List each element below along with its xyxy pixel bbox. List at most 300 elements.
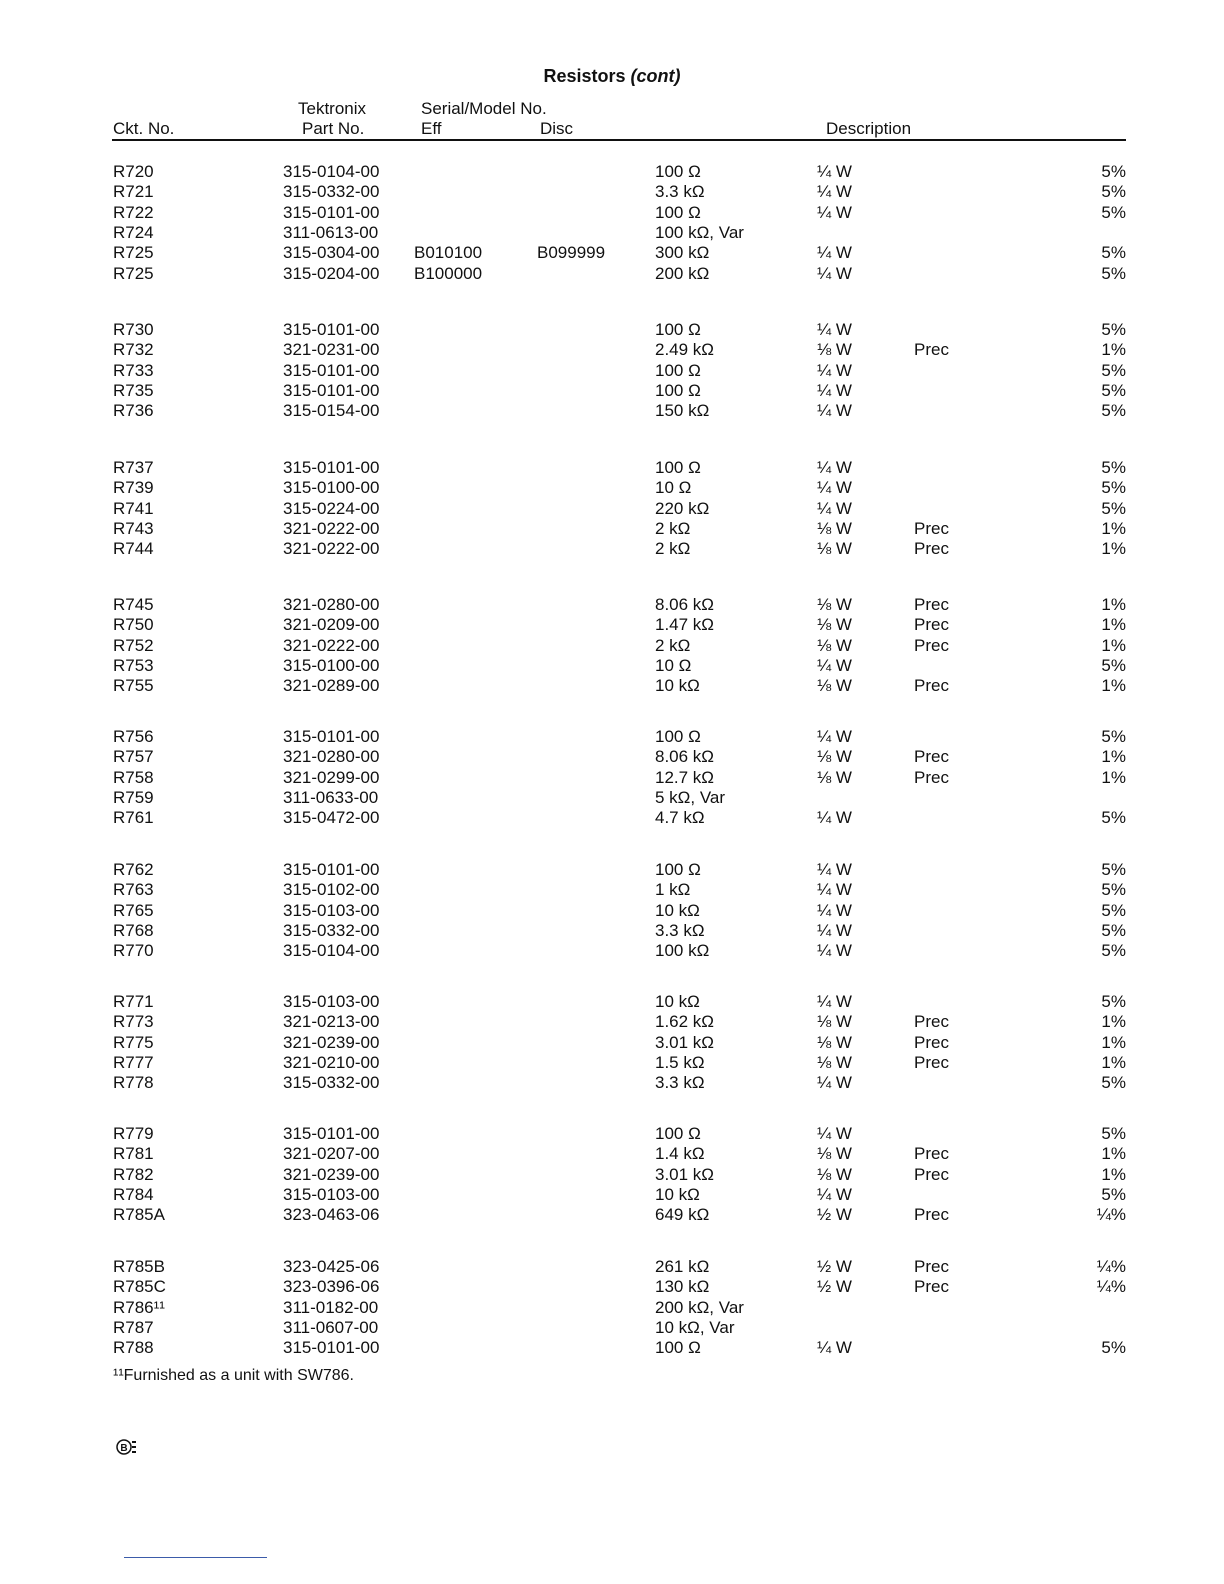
part-no: 315-0104-00	[283, 941, 380, 961]
part-no: 315-0101-00	[283, 380, 380, 400]
table-row	[0, 992, 1224, 1012]
resistance-value: 3.01 kΩ	[655, 1032, 715, 1052]
tolerance: 5%	[1101, 478, 1126, 498]
resistance-value: 100 kΩ	[655, 941, 710, 961]
ckt-no: R750	[113, 615, 154, 635]
part-no: 323-0425-06	[283, 1257, 380, 1276]
resistance-value: 4.7 kΩ	[655, 808, 705, 828]
ckt-no: R759	[113, 787, 154, 807]
table-row	[0, 243, 1224, 263]
tolerance: ¼%	[1096, 1257, 1126, 1276]
part-no: 321-0239-00	[283, 1032, 380, 1052]
precision: Prec	[914, 1032, 949, 1052]
precision: Prec	[914, 767, 949, 787]
table-row	[0, 747, 1224, 767]
part-no: 315-0101-00	[283, 727, 380, 746]
ckt-no: R725	[113, 263, 154, 283]
tolerance: 1%	[1101, 518, 1126, 538]
tolerance: 5%	[1101, 202, 1126, 222]
table-row	[0, 1165, 1224, 1185]
table-row	[0, 519, 1224, 539]
part-no: 321-0207-00	[283, 1144, 380, 1164]
part-no: 315-0103-00	[283, 900, 380, 920]
table-row	[0, 1185, 1224, 1205]
wattage: ¼ W	[817, 920, 852, 940]
table-row	[0, 1257, 1224, 1277]
part-no: 321-0213-00	[283, 1012, 380, 1032]
part-no: 315-0101-00	[283, 458, 380, 477]
table-row	[0, 340, 1224, 360]
tolerance: 5%	[1101, 655, 1126, 675]
part-no: 321-0209-00	[283, 615, 380, 635]
part-no: 315-0101-00	[283, 360, 380, 380]
wattage: ⅛ W	[817, 767, 852, 787]
ckt-no: R735	[113, 380, 154, 400]
tolerance: 5%	[1101, 727, 1126, 746]
ckt-no: R762	[113, 860, 154, 879]
table-row	[0, 1205, 1224, 1225]
wattage: ½ W	[817, 1277, 852, 1297]
tolerance: 5%	[1101, 880, 1126, 900]
tolerance: ¼%	[1096, 1205, 1126, 1225]
resistance-value: 3.3 kΩ	[655, 920, 705, 940]
tolerance: 5%	[1101, 380, 1126, 400]
part-no: 315-0304-00	[283, 243, 380, 263]
resistance-value: 12.7 kΩ	[655, 767, 715, 787]
part-no: 315-0101-00	[283, 1124, 380, 1143]
table-row	[0, 860, 1224, 880]
tolerance: 5%	[1101, 992, 1126, 1011]
part-no: 315-0104-00	[283, 162, 380, 181]
wattage: ⅛ W	[817, 1032, 852, 1052]
tolerance: ¼%	[1096, 1277, 1126, 1297]
ckt-no: R730	[113, 320, 154, 339]
resistance-value: 8.06 kΩ	[655, 747, 715, 767]
part-no: 315-0154-00	[283, 401, 380, 421]
part-no: 311-0607-00	[283, 1317, 379, 1337]
tolerance: 1%	[1101, 595, 1126, 614]
resistance-value: 100 Ω	[655, 727, 701, 746]
tolerance: 5%	[1101, 860, 1126, 879]
resistance-value: 100 Ω	[655, 1124, 701, 1143]
svg-text:B: B	[120, 1443, 128, 1454]
resistance-value: 130 kΩ	[655, 1277, 710, 1297]
title-main: Resistors	[543, 66, 626, 86]
ckt-no: R777	[113, 1052, 154, 1072]
table-row	[0, 1033, 1224, 1053]
tolerance: 1%	[1101, 615, 1126, 635]
tolerance: 1%	[1101, 1144, 1126, 1164]
part-no: 315-0101-00	[283, 202, 380, 222]
wattage: ¼ W	[817, 243, 852, 263]
bottom-divider	[124, 1557, 267, 1558]
ckt-no: R739	[113, 478, 154, 498]
part-no: 321-0222-00	[283, 518, 380, 538]
part-no: 311-0182-00	[283, 1297, 379, 1317]
table-row	[0, 1073, 1224, 1093]
table-row	[0, 478, 1224, 498]
ckt-no: R788	[113, 1338, 154, 1358]
wattage: ¼ W	[817, 182, 852, 202]
precision: Prec	[914, 747, 949, 767]
wattage: ¼ W	[817, 380, 852, 400]
part-no: 315-0472-00	[283, 808, 380, 828]
resistance-value: 200 kΩ	[655, 263, 710, 283]
wattage: ¼ W	[817, 1338, 852, 1358]
wattage: ⅛ W	[817, 595, 852, 614]
part-no: 321-0289-00	[283, 676, 380, 696]
ckt-no: R737	[113, 458, 154, 477]
tolerance: 5%	[1101, 808, 1126, 828]
wattage: ¼ W	[817, 941, 852, 961]
tolerance: 5%	[1101, 243, 1126, 263]
wattage: ¼ W	[817, 1124, 852, 1143]
page-title	[0, 66, 1224, 87]
part-no: 315-0101-00	[283, 860, 380, 879]
header-ckt-no: Ckt. No.	[113, 119, 175, 138]
wattage: ¼ W	[817, 360, 852, 380]
tolerance: 5%	[1101, 900, 1126, 920]
part-no: 321-0231-00	[283, 340, 380, 360]
resistance-value: 3.01 kΩ	[655, 1164, 715, 1184]
ckt-no: R725	[113, 243, 154, 263]
wattage: ⅛ W	[817, 747, 852, 767]
resistance-value: 100 Ω	[655, 202, 701, 222]
resistance-value: 300 kΩ	[655, 243, 710, 263]
ckt-no: R743	[113, 518, 154, 538]
resistance-value: 100 Ω	[655, 1338, 701, 1358]
header-tektronix: Tektronix	[298, 99, 367, 118]
table-row	[0, 203, 1224, 223]
tolerance: 5%	[1101, 401, 1126, 421]
tolerance: 1%	[1101, 1032, 1126, 1052]
table-row	[0, 1318, 1224, 1338]
wattage: ⅛ W	[817, 1052, 852, 1072]
ckt-no: R736	[113, 401, 154, 421]
table-row	[0, 1298, 1224, 1318]
tolerance: 5%	[1101, 1338, 1126, 1358]
resistance-value: 2 kΩ	[655, 539, 691, 559]
ckt-no: R741	[113, 498, 154, 518]
table-row	[0, 320, 1224, 340]
ckt-no: R744	[113, 539, 154, 559]
wattage: ¼ W	[817, 478, 852, 498]
table-row	[0, 676, 1224, 696]
resistance-value: 2 kΩ	[655, 635, 691, 655]
table-row	[0, 361, 1224, 381]
table-row	[0, 921, 1224, 941]
resistance-value: 100 Ω	[655, 162, 701, 181]
resistance-value: 2.49 kΩ	[655, 340, 715, 360]
resistance-value: 3.3 kΩ	[655, 1073, 705, 1093]
tolerance: 5%	[1101, 263, 1126, 283]
part-no: 321-0299-00	[283, 767, 380, 787]
wattage: ⅛ W	[817, 1164, 852, 1184]
ckt-no: R763	[113, 880, 154, 900]
ckt-no: R758	[113, 767, 154, 787]
table-row	[0, 1144, 1224, 1164]
resistance-value: 100 Ω	[655, 360, 701, 380]
ckt-no: R755	[113, 676, 154, 696]
part-no: 315-0100-00	[283, 478, 380, 498]
resistance-value: 2 kΩ	[655, 518, 691, 538]
table-row	[0, 1053, 1224, 1073]
tolerance: 5%	[1101, 320, 1126, 339]
table-row	[0, 636, 1224, 656]
part-no: 321-0222-00	[283, 635, 380, 655]
wattage: ⅛ W	[817, 676, 852, 696]
precision: Prec	[914, 518, 949, 538]
resistance-value: 200 kΩ, Var	[655, 1297, 744, 1317]
wattage: ¼ W	[817, 880, 852, 900]
wattage: ⅛ W	[817, 615, 852, 635]
resistance-value: 10 kΩ	[655, 676, 700, 696]
resistance-value: 261 kΩ	[655, 1257, 710, 1276]
part-no: 315-0103-00	[283, 1184, 380, 1204]
header-rule	[112, 139, 1126, 141]
serial-disc: B099999	[537, 243, 606, 263]
wattage: ¼ W	[817, 808, 852, 828]
resistance-value: 10 kΩ	[655, 1184, 700, 1204]
tolerance: 5%	[1101, 1073, 1126, 1093]
ckt-no: R773	[113, 1012, 154, 1032]
ckt-no: R779	[113, 1124, 154, 1143]
ckt-no: R757	[113, 747, 154, 767]
wattage: ½ W	[817, 1257, 852, 1276]
table-row	[0, 768, 1224, 788]
tolerance: 5%	[1101, 1124, 1126, 1143]
wattage: ⅛ W	[817, 340, 852, 360]
tolerance: 1%	[1101, 767, 1126, 787]
resistance-value: 100 Ω	[655, 458, 701, 477]
resistance-value: 1.4 kΩ	[655, 1144, 705, 1164]
wattage: ¼ W	[817, 860, 852, 879]
table-row	[0, 499, 1224, 519]
ckt-no: R786¹¹	[113, 1297, 165, 1317]
table-row	[0, 880, 1224, 900]
resistance-value: 150 kΩ	[655, 401, 710, 421]
part-no: 315-0224-00	[283, 498, 380, 518]
tolerance: 1%	[1101, 635, 1126, 655]
ckt-no: R732	[113, 340, 154, 360]
table-row	[0, 264, 1224, 284]
tolerance: 1%	[1101, 1052, 1126, 1072]
table-row	[0, 1012, 1224, 1032]
tolerance: 1%	[1101, 340, 1126, 360]
table-row	[0, 162, 1224, 182]
resistance-value: 5 kΩ, Var	[655, 787, 726, 807]
table-row	[0, 595, 1224, 615]
part-no: 315-0103-00	[283, 992, 380, 1011]
part-no: 315-0332-00	[283, 920, 380, 940]
ckt-no: R787	[113, 1317, 154, 1337]
precision: Prec	[914, 539, 949, 559]
header-eff: Eff	[421, 119, 442, 138]
ckt-no: R745	[113, 595, 154, 614]
ckt-no: R721	[113, 182, 154, 202]
resistance-value: 1.47 kΩ	[655, 615, 715, 635]
precision: Prec	[914, 1144, 949, 1164]
tolerance: 1%	[1101, 1012, 1126, 1032]
precision: Prec	[914, 1205, 949, 1225]
ckt-no: R782	[113, 1164, 154, 1184]
part-no: 323-0463-06	[283, 1205, 380, 1225]
tolerance: 5%	[1101, 458, 1126, 477]
part-no: 311-0613-00	[283, 222, 379, 242]
ckt-no: R733	[113, 360, 154, 380]
wattage: ⅛ W	[817, 1144, 852, 1164]
ckt-no: R756	[113, 727, 154, 746]
table-row	[0, 941, 1224, 961]
part-no: 321-0222-00	[283, 539, 380, 559]
ckt-no: R775	[113, 1032, 154, 1052]
table-row	[0, 656, 1224, 676]
resistance-value: 100 Ω	[655, 380, 701, 400]
table-row	[0, 727, 1224, 747]
ckt-no: R752	[113, 635, 154, 655]
ckt-no: R753	[113, 655, 154, 675]
ckt-no: R768	[113, 920, 154, 940]
table-row	[0, 1124, 1224, 1144]
tolerance: 5%	[1101, 182, 1126, 202]
precision: Prec	[914, 1012, 949, 1032]
resistance-value: 3.3 kΩ	[655, 182, 705, 202]
tolerance: 5%	[1101, 1184, 1126, 1204]
serial-eff: B100000	[414, 263, 483, 283]
ckt-no: R785A	[113, 1205, 165, 1225]
tolerance: 5%	[1101, 162, 1126, 181]
table-row	[0, 182, 1224, 202]
header-description: Description	[826, 119, 912, 138]
ckt-no: R761	[113, 808, 154, 828]
table-row	[0, 381, 1224, 401]
header-disc: Disc	[540, 119, 574, 138]
table-row	[0, 788, 1224, 808]
wattage: ¼ W	[817, 401, 852, 421]
resistance-value: 10 kΩ, Var	[655, 1317, 735, 1337]
wattage: ¼ W	[817, 1184, 852, 1204]
resistance-value: 8.06 kΩ	[655, 595, 715, 614]
table-row	[0, 901, 1224, 921]
table-row	[0, 615, 1224, 635]
wattage: ¼ W	[817, 1073, 852, 1093]
wattage: ⅛ W	[817, 635, 852, 655]
tolerance: 5%	[1101, 498, 1126, 518]
resistance-value: 1.62 kΩ	[655, 1012, 715, 1032]
table-row	[0, 458, 1224, 478]
ckt-no: R765	[113, 900, 154, 920]
resistance-value: 100 kΩ, Var	[655, 222, 744, 242]
part-no: 311-0633-00	[283, 787, 379, 807]
part-no: 315-0101-00	[283, 1338, 380, 1358]
wattage: ⅛ W	[817, 1012, 852, 1032]
precision: Prec	[914, 1277, 949, 1297]
wattage: ¼ W	[817, 498, 852, 518]
wattage: ¼ W	[817, 263, 852, 283]
wattage: ¼ W	[817, 727, 852, 746]
part-no: 315-0101-00	[283, 320, 380, 339]
wattage: ¼ W	[817, 320, 852, 339]
tolerance: 5%	[1101, 941, 1126, 961]
precision: Prec	[914, 1257, 949, 1276]
resistance-value: 220 kΩ	[655, 498, 710, 518]
wattage: ¼ W	[817, 655, 852, 675]
tolerance: 1%	[1101, 747, 1126, 767]
ckt-no: R785B	[113, 1257, 165, 1276]
table-row	[0, 401, 1224, 421]
part-no: 315-0204-00	[283, 263, 380, 283]
ckt-no: R720	[113, 162, 154, 181]
ckt-no: R785C	[113, 1277, 166, 1297]
ckt-no: R722	[113, 202, 154, 222]
part-no: 321-0239-00	[283, 1164, 380, 1184]
part-no: 321-0280-00	[283, 595, 380, 614]
precision: Prec	[914, 595, 949, 614]
part-no: 315-0102-00	[283, 880, 380, 900]
resistance-value: 100 Ω	[655, 860, 701, 879]
table-row	[0, 539, 1224, 559]
tektronix-logo-icon	[116, 1437, 138, 1457]
wattage: ¼ W	[817, 162, 852, 181]
resistance-value: 1.5 kΩ	[655, 1052, 705, 1072]
title-cont: (cont)	[630, 66, 681, 86]
serial-eff: B010100	[414, 243, 483, 263]
footnote: ¹¹Furnished as a unit with SW786.	[113, 1367, 354, 1384]
wattage: ¼ W	[817, 900, 852, 920]
header-part-no: Part No.	[302, 119, 365, 138]
tolerance: 5%	[1101, 360, 1126, 380]
part-no: 321-0280-00	[283, 747, 380, 767]
table-row	[0, 223, 1224, 243]
precision: Prec	[914, 676, 949, 696]
ckt-no: R778	[113, 1073, 154, 1093]
wattage: ½ W	[817, 1205, 852, 1225]
part-no: 315-0332-00	[283, 1073, 380, 1093]
resistance-value: 10 kΩ	[655, 900, 700, 920]
precision: Prec	[914, 1164, 949, 1184]
precision: Prec	[914, 1052, 949, 1072]
part-no: 323-0396-06	[283, 1277, 380, 1297]
ckt-no: R784	[113, 1184, 154, 1204]
precision: Prec	[914, 635, 949, 655]
wattage: ¼ W	[817, 992, 852, 1011]
wattage: ¼ W	[817, 458, 852, 477]
tolerance: 1%	[1101, 676, 1126, 696]
table-row	[0, 1277, 1224, 1297]
ckt-no: R771	[113, 992, 154, 1011]
part-no: 315-0100-00	[283, 655, 380, 675]
resistance-value: 10 kΩ	[655, 992, 700, 1011]
wattage: ¼ W	[817, 202, 852, 222]
header-serial-model-no: Serial/Model No.	[421, 99, 547, 118]
precision: Prec	[914, 340, 949, 360]
tolerance: 1%	[1101, 539, 1126, 559]
part-no: 321-0210-00	[283, 1052, 380, 1072]
ckt-no: R724	[113, 222, 154, 242]
precision: Prec	[914, 615, 949, 635]
resistance-value: 10 Ω	[655, 478, 692, 498]
table-row	[0, 808, 1224, 828]
ckt-no: R770	[113, 941, 154, 961]
resistance-value: 100 Ω	[655, 320, 701, 339]
tolerance: 1%	[1101, 1164, 1126, 1184]
table-row	[0, 1338, 1224, 1358]
part-no: 315-0332-00	[283, 182, 380, 202]
resistance-value: 1 kΩ	[655, 880, 691, 900]
resistance-value: 10 Ω	[655, 655, 692, 675]
wattage: ⅛ W	[817, 539, 852, 559]
tolerance: 5%	[1101, 920, 1126, 940]
